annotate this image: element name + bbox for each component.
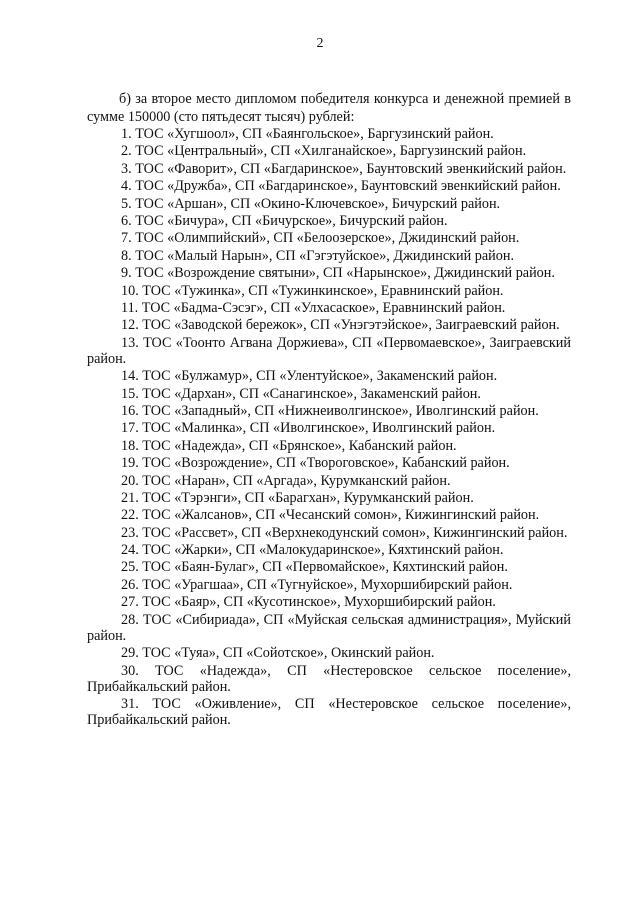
list-item: 19. ТОС «Возрождение», СП «Твороговское», Кабанский район.	[121, 455, 510, 472]
list-item: 13. ТОС «Тоонто Агвана Доржиева», СП «Первомаевское», Заиграевский район.	[87, 334, 571, 367]
list-item: 31. ТОС «Оживление», СП «Нестеровское сельское поселение», Прибайкальский район.	[87, 696, 571, 729]
list-item: 4. ТОС «Дружба», СП «Багдаринское», Баунтовский эвенкийский район.	[121, 178, 561, 195]
list-item: 10. ТОС «Тужинка», СП «Тужинкинское», Еравнинский район.	[121, 282, 504, 299]
list-item: 3. ТОС «Фаворит», СП «Багдаринское», Баунтовский эвенкийский район.	[121, 160, 567, 177]
list-item: 1. ТОС «Хугшоол», СП «Баянгольское», Баргузинский район.	[121, 126, 494, 142]
intro-paragraph: б) за второе место дипломом победителя конкурса и денежной премией в сумме 150000 (сто пятьдесят тысяч) рублей:	[87, 91, 571, 125]
list-item: 6. ТОС «Бичура», СП «Бичурское», Бичурский район.	[121, 212, 448, 229]
list-item: 30. ТОС «Надежда», СП «Нестеровское сельское поселение», Прибайкальский район.	[87, 662, 571, 695]
list-item: 11. ТОС «Бадма-Сэсэг», СП «Улхасаское», Еравнинский район.	[121, 299, 506, 316]
list-item: 24. ТОС «Жарки», СП «Малокударинское», Кяхтинский район.	[121, 542, 504, 559]
list-item: 17. ТОС «Малинка», СП «Иволгинское», Иволгинский район.	[121, 420, 496, 437]
list-item: 8. ТОС «Малый Нарын», СП «Гэгэтуйское», Джидинский район.	[121, 247, 515, 264]
list-item: 26. ТОС «Урагшаа», СП «Тугнуйское», Мухоршибирский район.	[121, 576, 513, 593]
list-item: 7. ТОС «Олимпийский», СП «Белоозерское», Джидинский район.	[121, 230, 520, 247]
list-item: 15. ТОС «Дархан», СП «Санагинское», Закаменский район.	[121, 385, 481, 402]
page-number: 2	[316, 36, 324, 51]
list-item: 20. ТОС «Наран», СП «Аргада», Курумканский район.	[121, 472, 451, 489]
list-item: 18. ТОС «Надежда», СП «Брянское», Кабанский район.	[121, 437, 457, 454]
list-item: 2. ТОС «Центральный», СП «Хилганайское», Баргузинский район.	[121, 143, 527, 160]
award-list	[87, 126, 571, 729]
list-item: 12. ТОС «Заводской бережок», СП «Унэгэтэйское», Заиграевский район.	[121, 317, 560, 334]
list-item: 16. ТОС «Западный», СП «Нижнеиволгинское», Иволгинский район.	[121, 402, 539, 419]
list-item: 23. ТОС «Рассвет», СП «Верхнекодунский сомон», Кижингинский район.	[121, 524, 568, 541]
list-item: 21. ТОС «Тэрэнги», СП «Барагхан», Курумканский район.	[121, 489, 474, 506]
list-item: 27. ТОС «Баяр», СП «Кусотинское», Мухоршибирский район.	[121, 594, 496, 611]
list-item: 14. ТОС «Булжамур», СП «Улентуйское», Закаменский район.	[121, 368, 498, 385]
list-item: 29. ТОС «Туяа», СП «Сойотское», Окинский район.	[121, 645, 435, 662]
list-item: 5. ТОС «Аршан», СП «Окино-Ключевское», Бичурский район.	[121, 195, 501, 212]
list-item: 25. ТОС «Баян-Булаг», СП «Первомайское», Кяхтинский район.	[121, 559, 508, 576]
list-item: 22. ТОС «Жалсанов», СП «Чесанский сомон», Кижингинский район.	[121, 507, 540, 524]
list-item: 28. ТОС «Сибириада», СП «Муйская сельская администрация», Муйский район.	[87, 611, 571, 644]
list-item: 9. ТОС «Возрождение святыни», СП «Нарынское», Джидинский район.	[121, 265, 555, 282]
